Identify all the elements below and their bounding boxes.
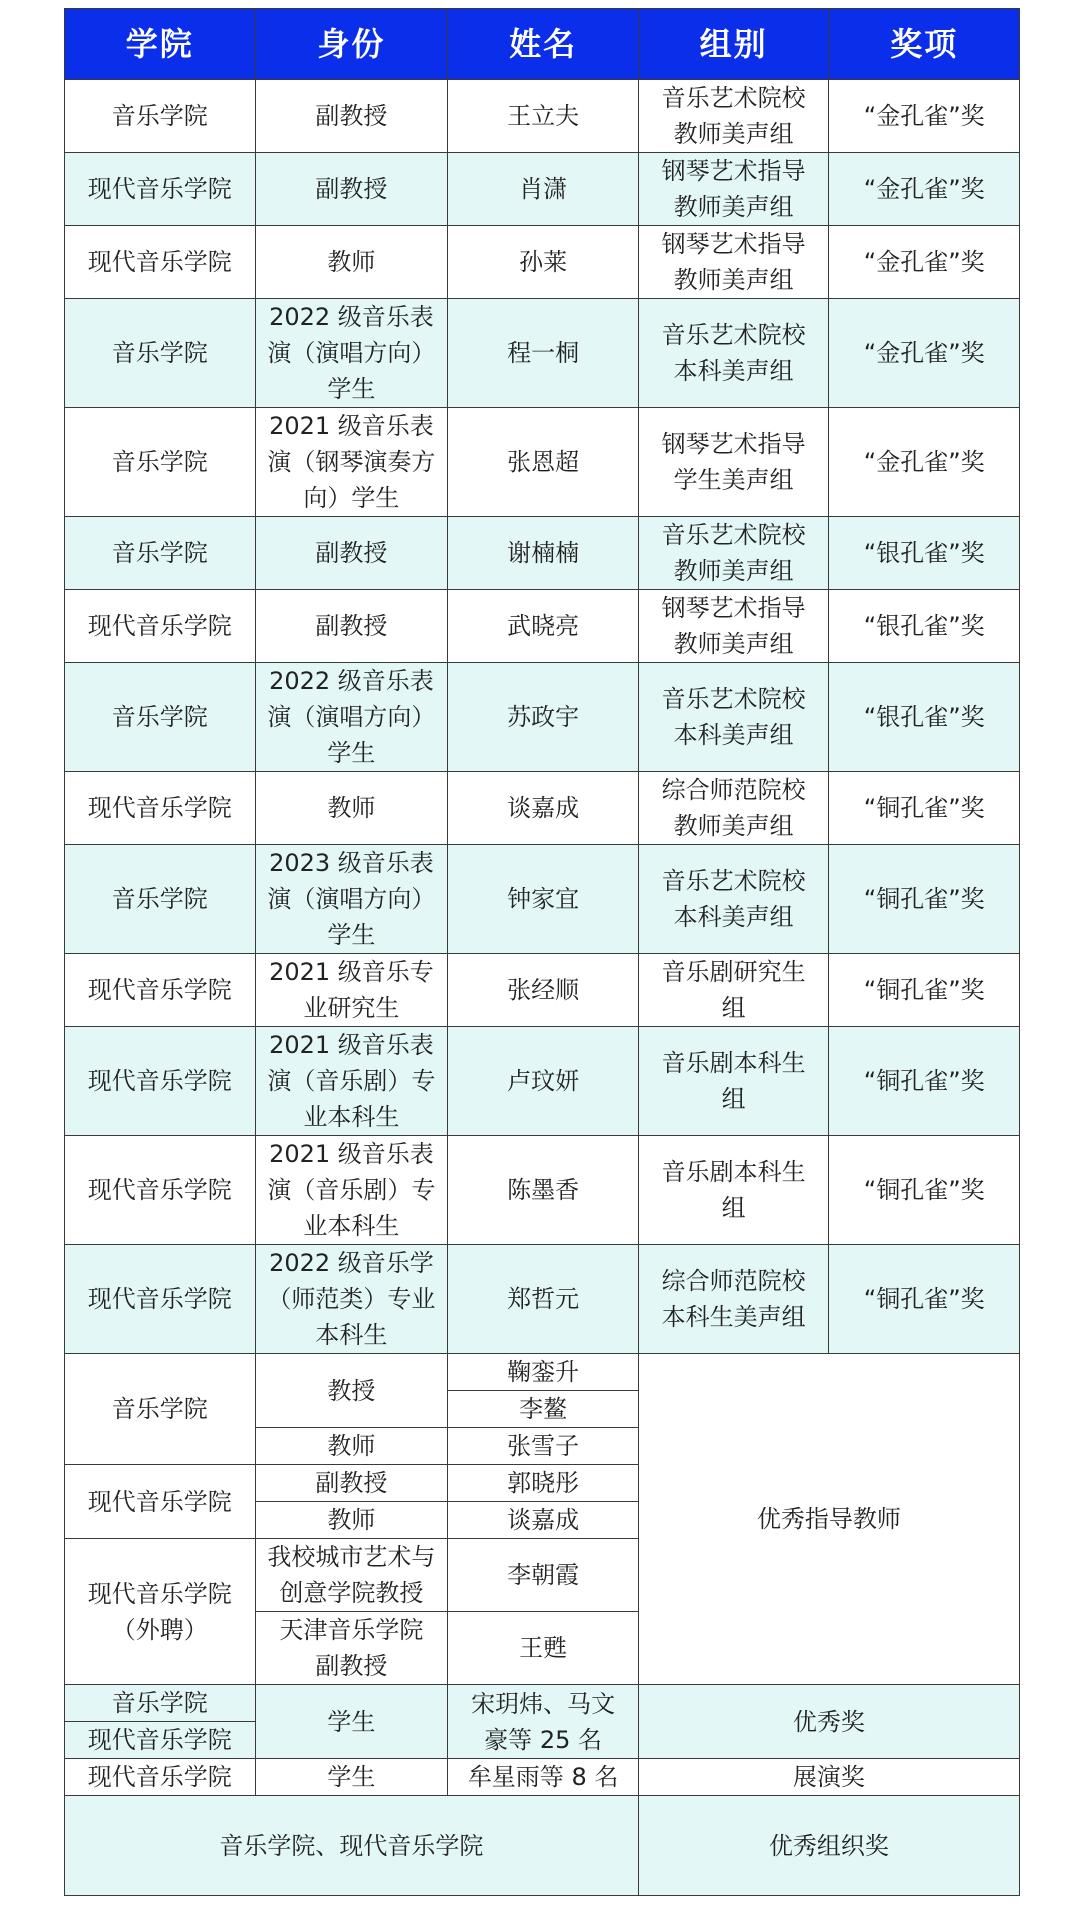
table-row: [65, 590, 1020, 663]
name-cell: 宋玥炜、马文 豪等 25 名: [448, 1685, 639, 1759]
identity-cell: 教授: [255, 1354, 448, 1428]
group-cell: 综合师范院校 教师美声组: [638, 772, 829, 845]
identity-cell: 2021 级音乐表 演（音乐剧）专 业本科生: [255, 1027, 448, 1136]
group-cell: 音乐剧本科生 组: [638, 1136, 829, 1245]
college-cell: 现代音乐学院: [65, 1136, 256, 1245]
name-cell: 王甦: [448, 1612, 639, 1685]
header-identity: 身份: [255, 9, 448, 80]
award-cell: “银孔雀”奖: [829, 590, 1020, 663]
name-cell: 谈嘉成: [448, 772, 639, 845]
name-cell: 李朝霞: [448, 1539, 639, 1612]
award-cell: 展演奖: [638, 1759, 1019, 1796]
teacher-award-cell: 优秀指导教师: [638, 1354, 1019, 1685]
identity-cell: 2022 级音乐表 演（演唱方向） 学生: [255, 663, 448, 772]
name-cell: 苏政宇: [448, 663, 639, 772]
identity-cell: 副教授: [255, 153, 448, 226]
name-cell: 王立夫: [448, 80, 639, 153]
identity-cell: 副教授: [255, 517, 448, 590]
table-row: [65, 226, 1020, 299]
identity-cell: 2021 级音乐表 演（音乐剧）专 业本科生: [255, 1136, 448, 1245]
name-cell: 孙莱: [448, 226, 639, 299]
award-cell: “铜孔雀”奖: [829, 1245, 1020, 1354]
name-cell: 牟星雨等 8 名: [448, 1759, 639, 1796]
name-cell: 程一桐: [448, 299, 639, 408]
award-cell: “银孔雀”奖: [829, 663, 1020, 772]
teacher-row: [65, 1354, 1020, 1391]
group-cell: 音乐剧研究生 组: [638, 954, 829, 1027]
performance-row: [65, 1759, 1020, 1796]
award-cell: “金孔雀”奖: [829, 299, 1020, 408]
college-cell: 音乐学院: [65, 408, 256, 517]
college-cell: 现代音乐学院: [65, 153, 256, 226]
college-cell: 音乐学院: [65, 1354, 256, 1465]
header-group: 组别: [638, 9, 829, 80]
group-cell: 综合师范院校 本科生美声组: [638, 1245, 829, 1354]
header-name: 姓名: [448, 9, 639, 80]
name-cell: 张雪子: [448, 1428, 639, 1465]
name-cell: 卢玟妍: [448, 1027, 639, 1136]
table-row: [65, 1027, 1020, 1136]
name-cell: 肖潇: [448, 153, 639, 226]
college-cell: 现代音乐学院: [65, 590, 256, 663]
identity-cell: 副教授: [255, 1465, 448, 1502]
group-cell: 钢琴艺术指导 教师美声组: [638, 590, 829, 663]
organization-row: [65, 1796, 1020, 1896]
award-cell: “银孔雀”奖: [829, 517, 1020, 590]
table-row: [65, 954, 1020, 1027]
organization-award-cell: 优秀组织奖: [638, 1796, 1019, 1896]
identity-cell: 2022 级音乐表 演（演唱方向） 学生: [255, 299, 448, 408]
header-row: [65, 9, 1020, 80]
name-cell: 谈嘉成: [448, 1502, 639, 1539]
table-row: [65, 153, 1020, 226]
award-cell: “金孔雀”奖: [829, 408, 1020, 517]
college-cell: 现代音乐学院: [65, 226, 256, 299]
organization-colleges-cell: 音乐学院、现代音乐学院: [65, 1796, 639, 1896]
table-row: [65, 845, 1020, 954]
name-cell: 钟家宜: [448, 845, 639, 954]
identity-cell: 2023 级音乐表 演（演唱方向） 学生: [255, 845, 448, 954]
award-cell: “金孔雀”奖: [829, 226, 1020, 299]
group-cell: 音乐剧本科生 组: [638, 1027, 829, 1136]
college-cell: 现代音乐学院: [65, 1245, 256, 1354]
name-cell: 郭晓彤: [448, 1465, 639, 1502]
identity-cell: 2022 级音乐学 （师范类）专业 本科生: [255, 1245, 448, 1354]
identity-cell: 我校城市艺术与 创意学院教授: [255, 1539, 448, 1612]
table-row: [65, 1245, 1020, 1354]
college-cell: 音乐学院: [65, 80, 256, 153]
identity-cell: 教师: [255, 226, 448, 299]
college-cell: 现代音乐学院 （外聘）: [65, 1539, 256, 1685]
group-cell: 钢琴艺术指导 教师美声组: [638, 226, 829, 299]
award-cell: “铜孔雀”奖: [829, 845, 1020, 954]
group-cell: 音乐艺术院校 本科美声组: [638, 845, 829, 954]
identity-cell: 2021 级音乐表 演（钢琴演奏方 向）学生: [255, 408, 448, 517]
college-cell: 现代音乐学院: [65, 954, 256, 1027]
identity-cell: 天津音乐学院 副教授: [255, 1612, 448, 1685]
identity-cell: 副教授: [255, 80, 448, 153]
table-row: [65, 772, 1020, 845]
award-cell: “铜孔雀”奖: [829, 954, 1020, 1027]
college-cell: 现代音乐学院: [65, 772, 256, 845]
identity-cell: 教师: [255, 1502, 448, 1539]
name-cell: 李鳌: [448, 1391, 639, 1428]
award-cell: “金孔雀”奖: [829, 153, 1020, 226]
identity-cell: 2021 级音乐专 业研究生: [255, 954, 448, 1027]
name-cell: 张经顺: [448, 954, 639, 1027]
header-college: 学院: [65, 9, 256, 80]
identity-cell: 教师: [255, 1428, 448, 1465]
college-cell: 音乐学院: [65, 845, 256, 954]
award-cell: “铜孔雀”奖: [829, 1027, 1020, 1136]
college-cell: 音乐学院: [65, 663, 256, 772]
header-award: 奖项: [829, 9, 1020, 80]
name-cell: 谢楠楠: [448, 517, 639, 590]
award-cell: “铜孔雀”奖: [829, 772, 1020, 845]
college-cell: 现代音乐学院: [65, 1027, 256, 1136]
college-cell: 音乐学院: [65, 299, 256, 408]
identity-cell: 教师: [255, 772, 448, 845]
award-cell: 优秀奖: [638, 1685, 1019, 1759]
name-cell: 陈墨香: [448, 1136, 639, 1245]
table-row: [65, 663, 1020, 772]
group-cell: 钢琴艺术指导 教师美声组: [638, 153, 829, 226]
college-cell: 音乐学院: [65, 1685, 256, 1722]
college-cell: 音乐学院: [65, 517, 256, 590]
college-cell: 现代音乐学院: [65, 1759, 256, 1796]
award-cell: “铜孔雀”奖: [829, 1136, 1020, 1245]
awards-table: [64, 8, 1020, 1896]
identity-cell: 副教授: [255, 590, 448, 663]
identity-cell: 学生: [255, 1759, 448, 1796]
table-row: [65, 1136, 1020, 1245]
college-cell: 现代音乐学院: [65, 1465, 256, 1539]
identity-cell: 学生: [255, 1685, 448, 1759]
table-row: [65, 517, 1020, 590]
table-row: [65, 408, 1020, 517]
name-cell: 鞠銮升: [448, 1354, 639, 1391]
name-cell: 武晓亮: [448, 590, 639, 663]
name-cell: 郑哲元: [448, 1245, 639, 1354]
college-cell: 现代音乐学院: [65, 1722, 256, 1759]
group-cell: 音乐艺术院校 本科美声组: [638, 663, 829, 772]
table-row: [65, 299, 1020, 408]
excellent-row: [65, 1685, 1020, 1722]
group-cell: 音乐艺术院校 本科美声组: [638, 299, 829, 408]
award-cell: “金孔雀”奖: [829, 80, 1020, 153]
group-cell: 音乐艺术院校 教师美声组: [638, 80, 829, 153]
group-cell: 钢琴艺术指导 学生美声组: [638, 408, 829, 517]
table-row: [65, 80, 1020, 153]
name-cell: 张恩超: [448, 408, 639, 517]
group-cell: 音乐艺术院校 教师美声组: [638, 517, 829, 590]
